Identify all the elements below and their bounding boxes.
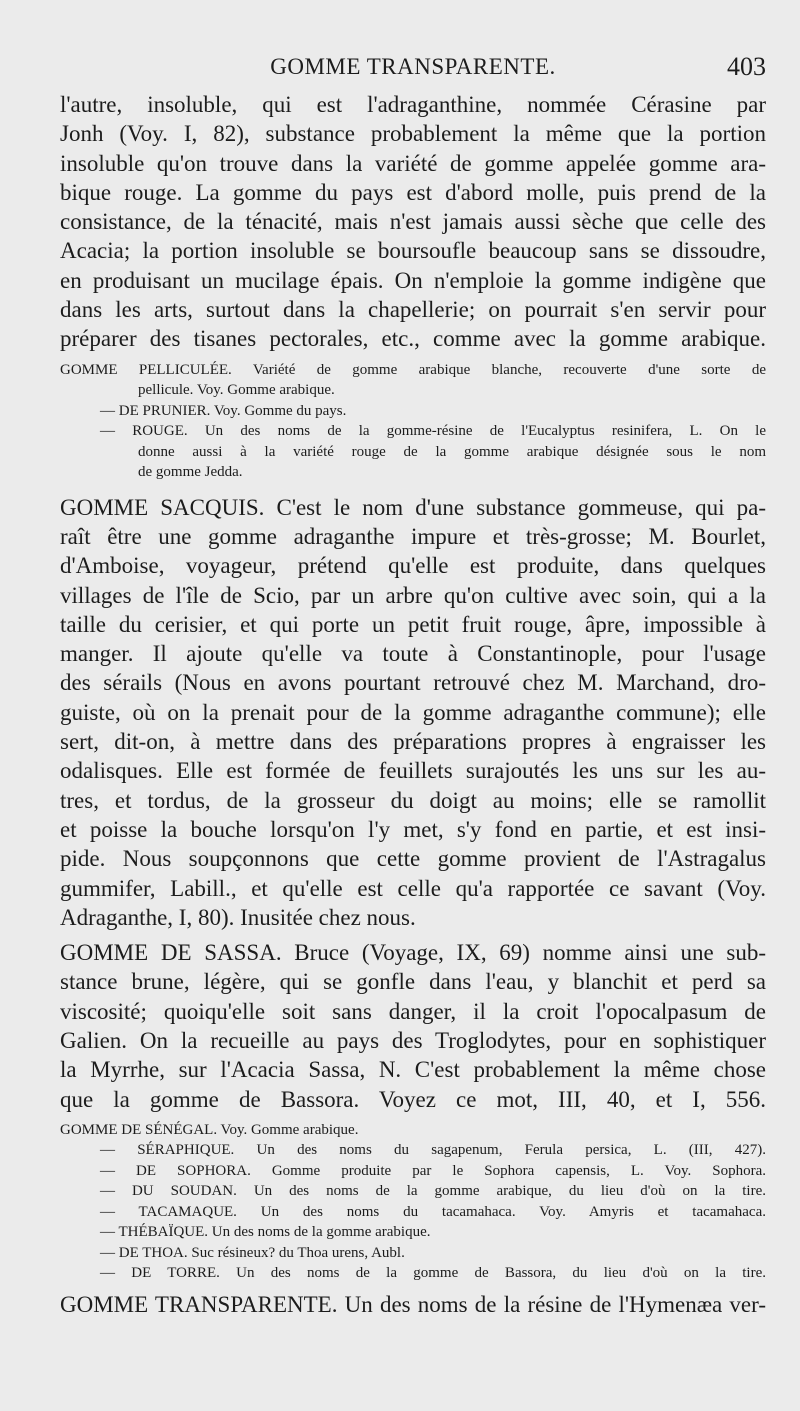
text-line: sert, dit-on, à mettre dans des préparations propres à engraisser les (60, 729, 766, 755)
text-line: viscosité; quoiqu'elle soit sans danger, il la croit l'opocalpasum de (60, 998, 766, 1024)
text-line: gummifer, Labill., et qu'elle est celle qu'a rapportée ce savant (Voy. (60, 875, 766, 901)
text-line: GOMME TRANSPARENTE. Un des noms de la résine de l'Hymenæa ver- (60, 1291, 766, 1317)
small-text-line: — DU SOUDAN. Un des noms de la gomme arabique, du lieu d'où on la tire. (100, 1183, 766, 1200)
small-text-line: de gomme Jedda. (138, 464, 243, 481)
text-line: des sérails (Nous en avons pourtant retrouvé chez M. Marchand, dro- (60, 670, 766, 696)
text-line: préparer des tisanes pectorales, etc., comme avec la gomme arabique. (60, 326, 766, 352)
text-line: la Myrrhe, sur l'Acacia Sassa, N. C'est probablement la même chose (60, 1057, 766, 1083)
running-head: GOMME TRANSPARENTE. (270, 54, 556, 79)
page-number: 403 (727, 52, 766, 81)
paragraph-gomme-sacquis (60, 493, 766, 932)
small-text-line: — DE PRUNIER. Voy. Gomme du pays. (100, 402, 347, 419)
text-line: que la gomme de Bassora. Voyez ce mot, III, 40, et I, 556. (60, 1086, 766, 1112)
small-text-line: GOMME PELLICULÉE. Variété de gomme arabique blanche, recouverte d'une sorte de (60, 361, 766, 378)
paragraph-gomme-de-sassa (60, 938, 766, 1114)
small-text-line: — SÉRAPHIQUE. Un des noms du sagapenum, Ferula persica, L. (III, 427). (100, 1142, 766, 1159)
text-line: insoluble qu'on trouve dans la variété de gomme appelée gomme ara- (60, 150, 766, 176)
paragraph-gomme-transparente (60, 1290, 766, 1319)
small-text-line: donne aussi à la variété rouge de la gomme arabique désignée sous le nom (138, 443, 766, 460)
text-line: d'Amboise, voyageur, prétend qu'elle est produite, dans quelques (60, 553, 766, 579)
page-header (60, 54, 766, 86)
text-line: pide. Nous soupçonnons que cette gomme provient de l'Astragalus (60, 846, 766, 872)
text-line: consistance, de la ténacité, mais n'est jamais aussi sèche que celle des (60, 209, 766, 235)
paragraph-gomme-du-pays (60, 90, 766, 354)
text-line: manger. Il ajoute qu'elle va toute à Constantinople, pour l'usage (60, 641, 766, 667)
text-line: guiste, où on la prenait pour de la gomme adraganthe commune); elle (60, 699, 766, 725)
small-entries-senegal (60, 1120, 766, 1284)
small-text-line: — DE SOPHORA. Gomme produite par le Sophora capensis, L. Voy. Sophora. (100, 1162, 766, 1179)
text-line: et poisse la bouche lorsqu'on l'y met, s'y fond en partie, et est insi- (60, 816, 766, 842)
body-text (60, 90, 766, 1319)
text-line: l'autre, insoluble, qui est l'adraganthine, nommée Cérasine par (60, 92, 766, 117)
text-line: bique rouge. La gomme du pays est d'abord molle, puis prend de la (60, 179, 766, 205)
small-text-line: GOMME DE SÉNÉGAL. Voy. Gomme arabique. (60, 1121, 359, 1138)
text-line: GOMME DE SASSA. Bruce (Voyage, IX, 69) nomme ainsi une sub- (60, 940, 766, 966)
text-line: raît être une gomme adraganthe impure et très-grosse; M. Bourlet, (60, 523, 766, 549)
text-line: Acacia; la portion insoluble se boursoufle beaucoup sans se dissoudre, (60, 238, 766, 264)
text-line: Jonh (Voy. I, 82), substance probablement la même que la portion (60, 121, 766, 147)
text-line: Galien. On la recueille au pays des Troglodytes, pour en sophistiquer (60, 1028, 766, 1054)
text-line: en produisant un mucilage épais. On n'emploie la gomme indigène que (60, 267, 766, 293)
text-line: taille du cerisier, et qui porte un petit fruit rouge, âpre, impossible à (60, 611, 766, 637)
small-text-line: — DE TORRE. Un des noms de la gomme de Bassora, du lieu d'où on la tire. (100, 1265, 766, 1282)
text-line: stance brune, légère, qui se gonfle dans l'eau, y blanchit et perd sa (60, 969, 766, 995)
small-text-line: pellicule. Voy. Gomme arabique. (138, 382, 335, 399)
text-line: tres, et tordus, de la grosseur du doigt au moins; elle se ramollit (60, 787, 766, 813)
small-text-line: — DE THOA. Suc résineux? du Thoa urens, Aubl. (100, 1244, 405, 1261)
text-line: Adraganthe, I, 80). Inusitée chez nous. (60, 904, 416, 930)
small-entries-pelliculee (60, 360, 766, 483)
small-text-line: — THÉBAÏQUE. Un des noms de la gomme arabique. (100, 1224, 431, 1241)
small-text-line: — ROUGE. Un des noms de la gomme-résine de l'Eucalyptus resinifera, L. On le (100, 423, 766, 440)
text-line: odalisques. Elle est formée de feuillets surajoutés les uns sur les au- (60, 758, 766, 784)
text-line: GOMME SACQUIS. C'est le nom d'une substance gommeuse, qui pa- (60, 494, 766, 520)
small-text-line: — TACAMAQUE. Un des noms du tacamahaca. Voy. Amyris et tacamahaca. (100, 1203, 766, 1220)
text-line: dans les arts, surtout dans la chapellerie; on pourrait s'en servir pour (60, 297, 766, 323)
text-line: villages de l'île de Scio, par un arbre qu'on cultive avec soin, qui a la (60, 582, 766, 608)
